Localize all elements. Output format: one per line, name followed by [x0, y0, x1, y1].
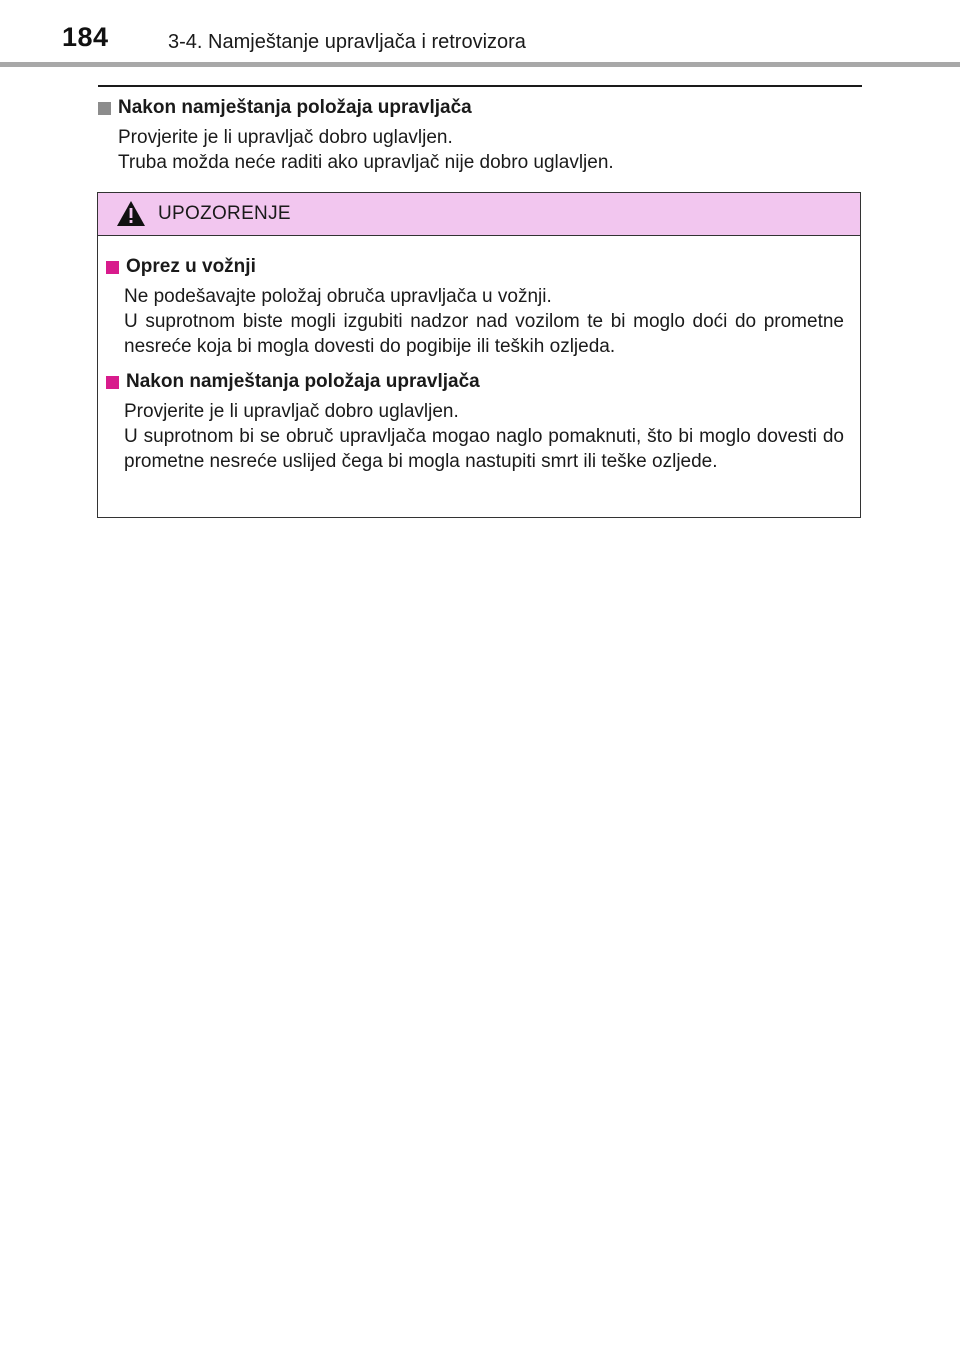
warning-label: UPOZORENJE [158, 203, 291, 224]
warning-item-line: Provjerite je li upravljač dobro uglavljen. [124, 401, 459, 422]
square-bullet-icon [106, 376, 119, 389]
warning-item-body [106, 399, 844, 474]
section-heading [98, 95, 862, 121]
section-line: Truba možda neće raditi ako upravljač nije dobro uglavljen. [118, 152, 614, 173]
page-header [0, 0, 960, 60]
warning-item-heading-text: Oprez u vožnji [126, 256, 256, 277]
warning-body [98, 236, 860, 474]
info-section [98, 95, 862, 175]
warning-item-heading [106, 254, 844, 280]
section-divider [98, 85, 862, 87]
warning-triangle-icon [116, 200, 146, 227]
warning-box [97, 192, 861, 518]
chapter-title: 3-4. Namještanje upravljača i retrovizora [168, 31, 526, 53]
warning-item-line: U suprotnom bi se obruč upravljača mogao naglo pomaknuti, što bi moglo dovesti do prometne nesreće uslijed čega bi mogla nastupiti smrt ili teške ozljede. [124, 426, 844, 472]
section-line: Provjerite je li upravljač dobro uglavljen. [118, 127, 453, 148]
warning-item [106, 254, 844, 359]
header-divider [0, 62, 960, 67]
page-number: 184 [62, 22, 109, 52]
section-heading-text: Nakon namještanja položaja upravljača [118, 97, 472, 118]
square-bullet-icon [98, 102, 111, 115]
warning-header [98, 193, 860, 236]
warning-item-line: Ne podešavajte položaj obruča upravljača u vožnji. [124, 286, 552, 307]
warning-item [106, 369, 844, 474]
warning-item-heading-text: Nakon namještanja položaja upravljača [126, 371, 480, 392]
square-bullet-icon [106, 261, 119, 274]
warning-item-line: U suprotnom biste mogli izgubiti nadzor nad vozilom te bi moglo doći do prometne nesreće koja bi mogla dovesti do pogibije ili teških ozljeda. [124, 311, 844, 357]
warning-item-heading [106, 369, 844, 395]
section-body [98, 125, 862, 175]
warning-item-body [106, 284, 844, 359]
